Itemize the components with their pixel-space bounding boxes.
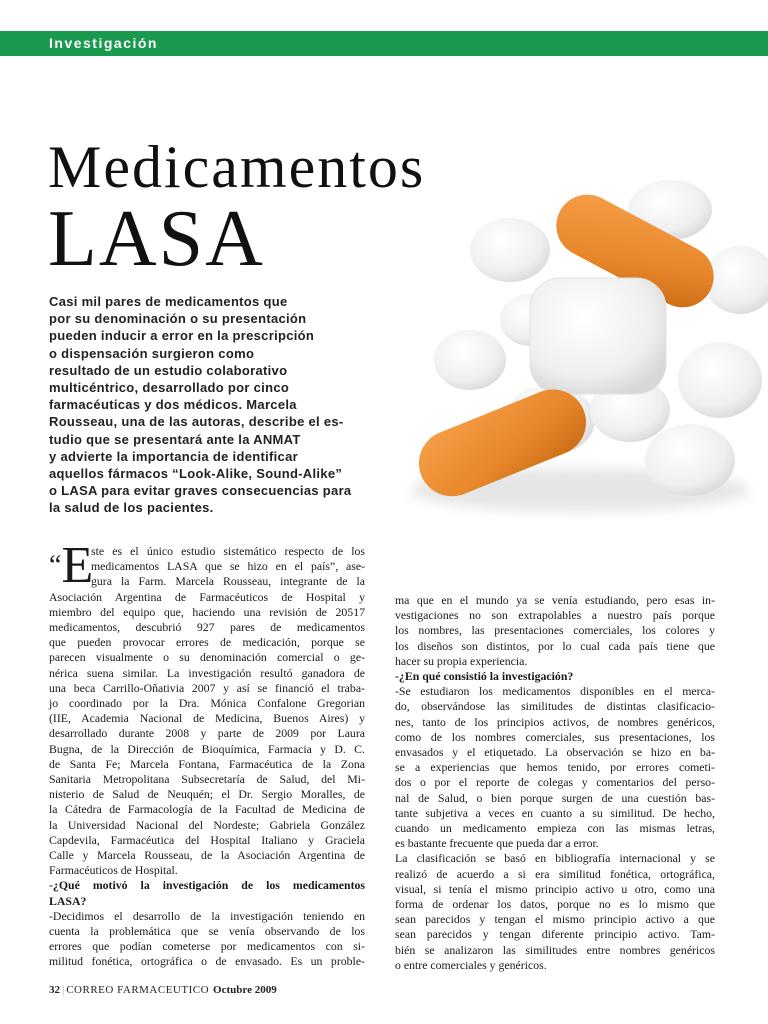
page-number: 32 [49,984,60,996]
body-line: se a experiencias que hemos tenido, por errores cometi- [395,760,715,775]
body-line: miembro del equipo que, haciendo una revisión de 20517 [49,604,365,619]
intro-line: y advierte la importancia de identificar [49,448,298,464]
body-line: bién se analizaron las similitudes entre nombres genéricos [395,942,715,957]
body-line: o entre comerciales y genéricos. [395,957,547,972]
body-line: los diseños son distintos, por lo cual cada país tiene que [395,638,715,653]
body-line: Farmacéuticos de Hospital. [49,863,178,878]
body-line: ma que en el mundo ya se venía estudiando, pero esas in- [395,593,715,607]
body-line: -Decidimos el desarrollo de la investigación teniendo en [49,908,365,923]
intro-line: resultado de un estudio colaborativo [49,362,288,378]
body-line: sean parecidos y tengan el mismo principio activo a que [395,912,715,927]
body-line: los nombres, las presentaciones comerciales, los colores y [395,623,715,638]
interview-question: -¿En qué consistió la investigación? [395,669,574,684]
intro-line: por su denominación o su presentación [49,311,307,327]
body-line: Asociación Argentina de Farmacéuticos de Hospital y [49,589,365,604]
body-line: (IIE, Academia Nacional de Medicina, Buenos Aires) y [49,711,365,726]
page-footer [49,984,277,996]
intro-line: la salud de los pacientes. [49,500,214,516]
body-line: Sanitaria Metropolitana Subsecretaría de Salud, del Mi- [49,772,365,787]
body-line: parecen visualmente o su denominación comercial o ge- [49,650,365,665]
body-line: que pueden provocar errores de medicación, porque se [49,635,365,650]
body-line: vestigaciones no son extrapolables a nuestro país porque [395,608,715,623]
body-line: Calle y Marcela Rousseau, de la Asociación Argentina de [49,848,365,863]
body-line: Capdevila, Farmacéutica del Hospital Italiano y Graciela [49,832,365,847]
intro-lede [49,293,377,517]
body-line: nal de Salud, o bien porque surgen de una cuestión bas- [395,790,715,805]
pill-white-5 [645,424,735,496]
body-line: nérica suena similar. La investigación resultó ganadora de [49,665,365,680]
body-line: envasados y el etiquetado. La observación se hizo en ba- [395,745,715,760]
body-line: sean parecidos y tengan diferente principio activo. Tam- [395,927,715,942]
section-label: Investigación [49,35,158,51]
drop-cap-letter: E [61,537,94,594]
body-line: tante subjetiva a veces en cuanto a su similitud. De hecho, [395,805,715,820]
body-line: La clasificación se basó en bibliografía internacional y se [395,851,715,866]
body-line: nes, tanto de los principios activos, de nombres genéricos, [395,714,715,729]
pill-white-3 [470,218,550,282]
body-line: gura la Farm. Marcela Rousseau, integrante de la [91,574,365,589]
magazine-name: CORREO FARMACEUTICO [66,984,210,996]
body-line: de Santa Fe; Marcela Fontana, Farmacéutica de la Zona [49,756,365,771]
intro-line: o LASA para evitar graves consecuencias para [49,483,352,499]
body-line: hacer su propia experiencia. [395,653,528,668]
body-line: visual, si tenía el mismo principio activo u otro, como una [395,881,715,896]
body-line: -Se estudiaron los medicamentos disponibles en el merca- [395,684,715,699]
pill-white-4 [678,342,762,418]
drop-cap [49,537,94,594]
drop-cap-quote: “ [49,550,62,581]
body-line: la Cátedra de Farmacología de la Facultad de Medicina de [49,802,365,817]
body-line: desarrollado durante 2008 y parte de 2009 por Laura [49,726,365,741]
intro-line: tudio que se presentará ante la ANMAT [49,431,301,447]
intro-line: pueden inducir a error en la prescripción [49,328,315,344]
body-line: una beca Carrillo-Oñativia 2007 y así se financió el traba- [49,680,365,695]
body-line: forma de ordenar los datos, porque no es lo mismo que [395,897,715,912]
body-line: nisterio de Salud de Neuquén; el Dr. Sergio Moralles, de [49,787,365,802]
body-line: cuando un medicamento empieza con las mismas letras, [395,821,715,836]
body-line: la Universidad Nacional del Nordeste; Gabriela González [49,817,365,832]
issue-date: Octubre 2009 [213,984,277,996]
body-line: es bastante frecuente que pueda dar a error. [395,836,599,851]
intro-line: Rousseau, una de las autoras, describe el es- [49,414,344,430]
intro-line: o dispensación surgieron como [49,345,255,361]
intro-line: farmacéuticas y dos médicos. Marcela [49,397,297,413]
article-right-column [395,593,715,973]
body-line: errores que podían cometerse por medicamentos con si- [49,939,365,954]
body-line: medicamentos, descubrió 927 pares de medicamentos [49,620,365,635]
interview-question: LASA? [49,893,87,908]
section-bar [0,31,768,56]
article-title-line2: LASA [48,195,265,283]
footer-separator: | [62,984,65,996]
body-line: como de los nombres comerciales, sus presentaciones, los [395,729,715,744]
pill-white-2 [704,246,768,314]
body-line: dos o por el reporte de colegas y comentarios del perso- [395,775,715,790]
pills-illustration [380,160,768,540]
body-line: ste es el único estudio sistemático respecto de los [91,544,365,558]
body-line: realizó de acuerdo a si era similitud fonética, ortográfica, [395,866,715,881]
article-left-column [49,537,365,970]
article-title-line1: Medicamentos [48,134,426,200]
body-line: militud fonética, ortográfica o de envasado. Es un proble- [49,954,365,969]
intro-line: Casi mil pares de medicamentos que [49,294,288,309]
interview-question: -¿Qué motivó la investigación de los medicamentos [49,878,365,893]
pill-white-square [530,278,666,394]
intro-line: multicéntrico, desarrollado por cinco [49,380,290,396]
body-line: Bugna, de la Dirección de Bioquímica, Farmacia y D. C. [49,741,365,756]
pill-white-6 [434,330,506,390]
body-line: do, observándose las similitudes de distintas clasificacio- [395,699,715,714]
body-line: medicamentos LASA que se hizo en el país”, ase- [91,559,365,574]
body-line: jo coordinado por la Dra. Mónica Confalone Gregorian [49,696,365,711]
body-line: cuenta la problemática que se venía observando de los [49,924,365,939]
intro-line: aquellos fármacos “Look-Alike, Sound-Alike” [49,466,343,482]
